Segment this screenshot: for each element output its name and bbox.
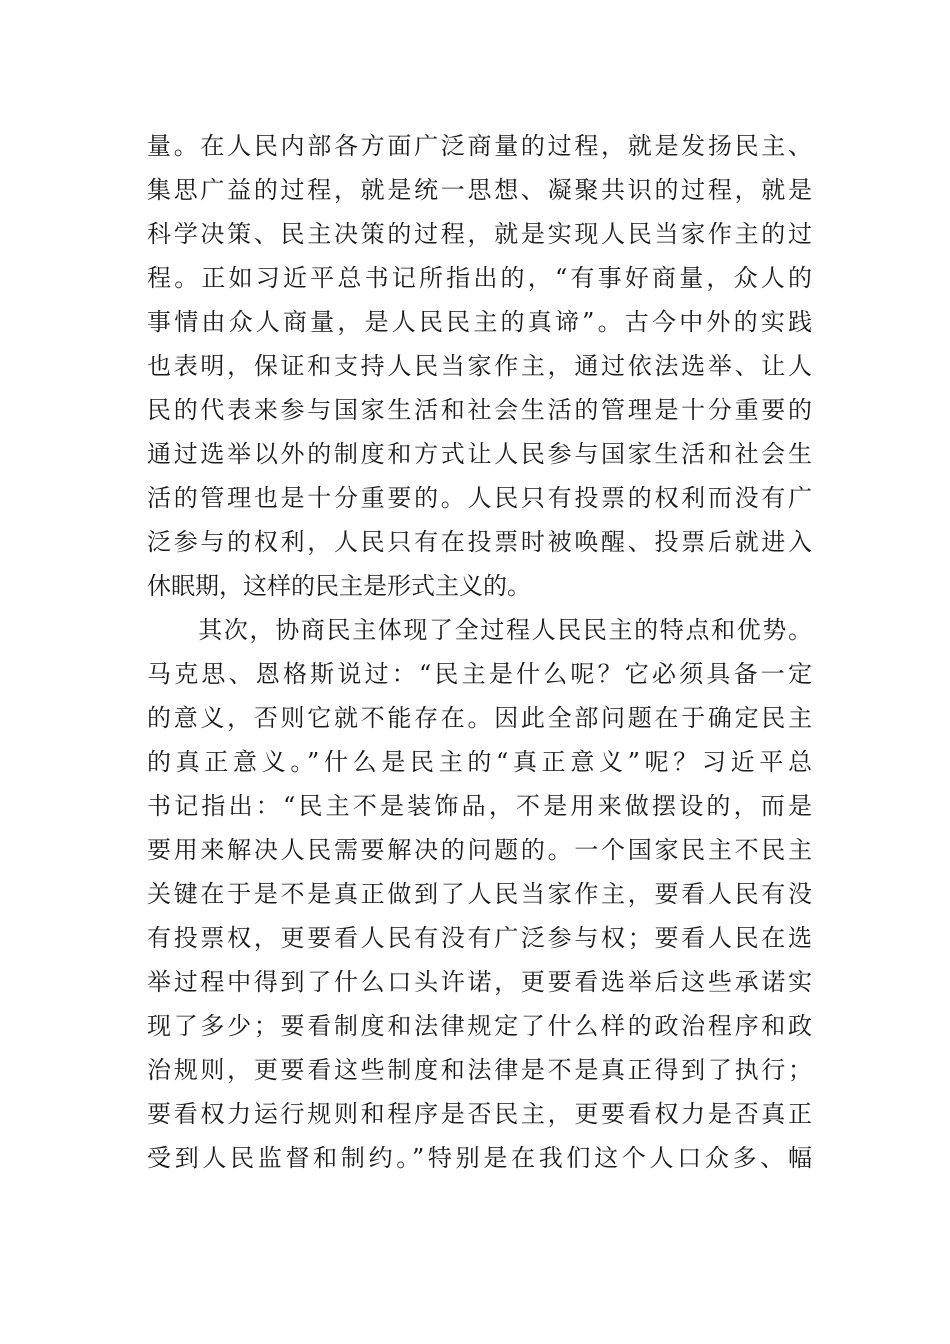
text-line: 要用来解决人民需要解决的问题的。一个国家民主不民主 [147,836,812,864]
text-line: 也表明，保证和支持人民当家作主，通过依法选举、让人 [147,352,812,380]
paragraph-1 [147,124,812,608]
text-line: 治规则，更要看这些制度和法律是不是真正得到了执行； [147,1056,812,1084]
text-line: 通过选举以外的制度和方式让人民参与国家生活和社会生 [147,440,812,468]
paragraph-2 [147,608,812,1180]
text-line: 泛参与的权利，人民只有在投票时被唤醒、投票后就进入 [147,528,812,556]
body-text [147,124,812,1180]
text-line: 科学决策、民主决策的过程，就是实现人民当家作主的过 [147,220,812,248]
text-line: 休眠期，这样的民主是形式主义的。 [147,572,531,600]
text-line: 书记指出：“民主不是装饰品，不是用来做摆设的，而是 [147,792,812,820]
text-line: 民的代表来参与国家生活和社会生活的管理是十分重要的 [147,396,812,424]
text-line: 马克思、恩格斯说过：“民主是什么呢？它必须具备一定 [147,660,812,688]
text-line: 现了多少；要看制度和法律规定了什么样的政治程序和政 [147,1012,812,1040]
text-line: 活的管理也是十分重要的。人民只有投票的权利而没有广 [147,484,812,512]
text-line: 量。在人民内部各方面广泛商量的过程，就是发扬民主、 [147,132,812,160]
text-line: 举过程中得到了什么口头许诺，更要看选举后这些承诺实 [147,968,812,996]
text-line: 的真正意义。”什么是民主的“真正意义”呢？习近平总 [147,748,812,776]
text-line: 集思广益的过程，就是统一思想、凝聚共识的过程，就是 [147,176,812,204]
text-line: 关键在于是不是真正做到了人民当家作主，要看人民有没 [147,880,812,908]
text-line: 有投票权，更要看人民有没有广泛参与权；要看人民在选 [147,924,812,952]
text-line: 要看权力运行规则和程序是否民主，更要看权力是否真正 [147,1100,812,1128]
text-line: 其次，协商民主体现了全过程人民民主的特点和优势。 [147,616,812,644]
text-line: 程。正如习近平总书记所指出的，“有事好商量，众人的 [147,264,812,292]
text-line: 事情由众人商量，是人民民主的真谛”。古今中外的实践 [147,308,812,336]
text-line: 受到人民监督和制约。”特别是在我们这个人口众多、幅 [147,1144,812,1172]
text-line: 的意义，否则它就不能存在。因此全部问题在于确定民主 [147,704,812,732]
